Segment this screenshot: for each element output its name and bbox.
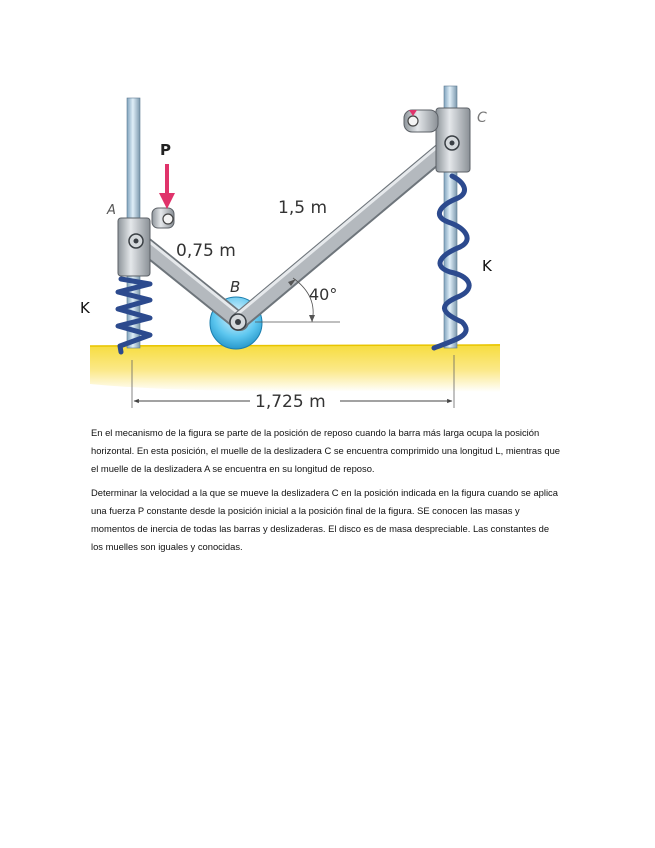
pin-a-center xyxy=(134,239,139,244)
label-base-distance: 1,725 m xyxy=(255,392,326,412)
label-spring-right: K xyxy=(482,257,492,275)
pin-b-center xyxy=(235,319,241,325)
label-slider-a: A xyxy=(107,203,116,218)
pin-c-center xyxy=(450,141,455,146)
problem-paragraph-1: En el mecanismo de la figura se parte de la posición de reposo cuando la barra más larga ocupa la posición horizontal. En esta posición, el muelle de la deslizadera C se encuentra comprimido una longitud L, mientras que el muelle de la deslizadera A se encuentra en su longitud de reposo. xyxy=(91,427,561,474)
slider-a-tab-pin xyxy=(163,214,173,224)
mechanism-figure xyxy=(0,0,655,420)
problem-statement xyxy=(91,424,561,563)
label-short-bar-length: 0,75 m xyxy=(176,241,236,261)
long-bar-face xyxy=(238,142,453,322)
slider-c-tab-pin xyxy=(408,116,418,126)
problem-paragraph-2: Determinar la velocidad a la que se mueve la deslizadera C en la posición indicada en la figura cuando se aplica una fuerza P constante desde la posición inicial a la posición final de la figura. SE conocen las masas y momentos de inercia de todas las barras y deslizaderas. El disco es de masa despreciable. Las constantes de los muelles son iguales y conocidas. xyxy=(91,487,558,552)
label-angle: 40° xyxy=(309,285,338,304)
label-spring-left: K xyxy=(80,299,90,317)
label-disk-b: B xyxy=(230,278,241,296)
angle-arc-arrow-bottom xyxy=(309,315,315,322)
label-slider-c: C xyxy=(477,110,487,126)
force-arrow-head xyxy=(159,193,175,209)
spring-left xyxy=(118,279,150,352)
label-long-bar-length: 1,5 m xyxy=(278,198,327,218)
ground xyxy=(90,344,500,392)
long-bar-highlight xyxy=(234,137,449,317)
label-force: P xyxy=(160,141,171,159)
